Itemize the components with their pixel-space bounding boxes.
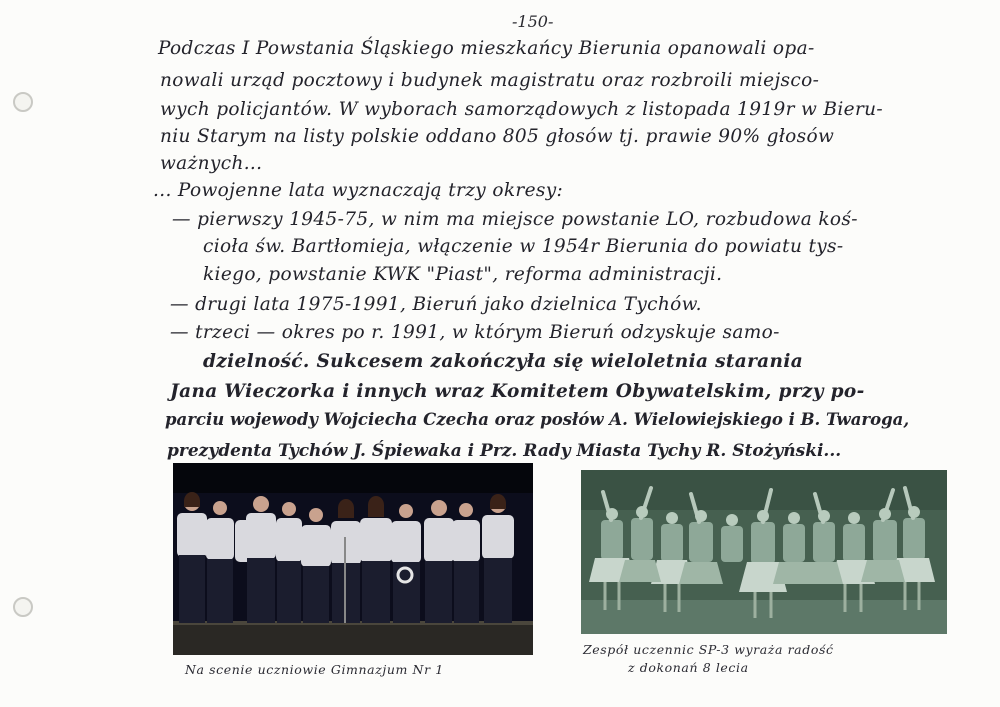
dance-photo-drawing [581, 470, 947, 634]
stage-photo-drawing [173, 463, 533, 655]
text-line-12: dzielność. Sukcesem zakończyła się wieloletnia starania [203, 351, 804, 372]
text-line-9: kiego, powstanie KWK "Piast", reforma administracji. [203, 264, 723, 285]
punch-hole-bottom [13, 597, 33, 617]
text-line-14: parciu wojewody Wojciecha Czecha oraz posłów A. Wielowiejskiego i B. Twaroga, [165, 410, 910, 429]
text-line-7: — pierwszy 1945-75, w nim ma miejsce powstanie LO, rozbudowa koś- [172, 209, 858, 230]
text-line-11: — trzeci — okres po r. 1991, w którym Bieruń odzyskuje samo- [170, 322, 780, 343]
text-line-15: prezydenta Tychów J. Śpiewaka i Prz. Rady Miasta Tychy R. Stożyński... [167, 441, 842, 461]
punch-hole-top [13, 92, 33, 112]
text-line-8: cioła św. Bartłomieja, włączenie w 1954r Bierunia do powiatu tys- [203, 236, 844, 257]
text-line-4: niu Starym na listy polskie oddano 805 głosów tj. prawie 90% głosów [160, 126, 835, 147]
photo-left-caption: Na scenie uczniowie Gimnazjum Nr 1 [185, 662, 444, 677]
text-line-13: Jana Wieczorka i innych wraz Komitetem Obywatelskim, przy po- [170, 381, 865, 402]
text-line-2: nowali urząd pocztowy i budynek magistratu oraz rozbroili miejsco- [160, 70, 820, 91]
photo-sp3-dance-group [581, 470, 947, 634]
photo-right-caption-line2: z dokonań 8 lecia [628, 660, 749, 675]
text-line-5: ważnych... [160, 153, 263, 174]
text-line-1: Podczas I Powstania Śląskiego mieszkańcy Bierunia opanowali opa- [158, 38, 815, 59]
text-line-10: — drugi lata 1975-1991, Bieruń jako dzielnica Tychów. [170, 294, 702, 315]
page-number: -150- [512, 12, 554, 31]
photo-gimnazjum-stage [173, 463, 533, 655]
text-line-3: wych policjantów. W wyborach samorządowych z listopada 1919r w Bieru- [160, 99, 884, 120]
photo-right-caption-line1: Zespół uczennic SP-3 wyraża radość [583, 642, 834, 657]
text-line-6: ... Powojenne lata wyznaczają trzy okresy: [153, 180, 564, 201]
